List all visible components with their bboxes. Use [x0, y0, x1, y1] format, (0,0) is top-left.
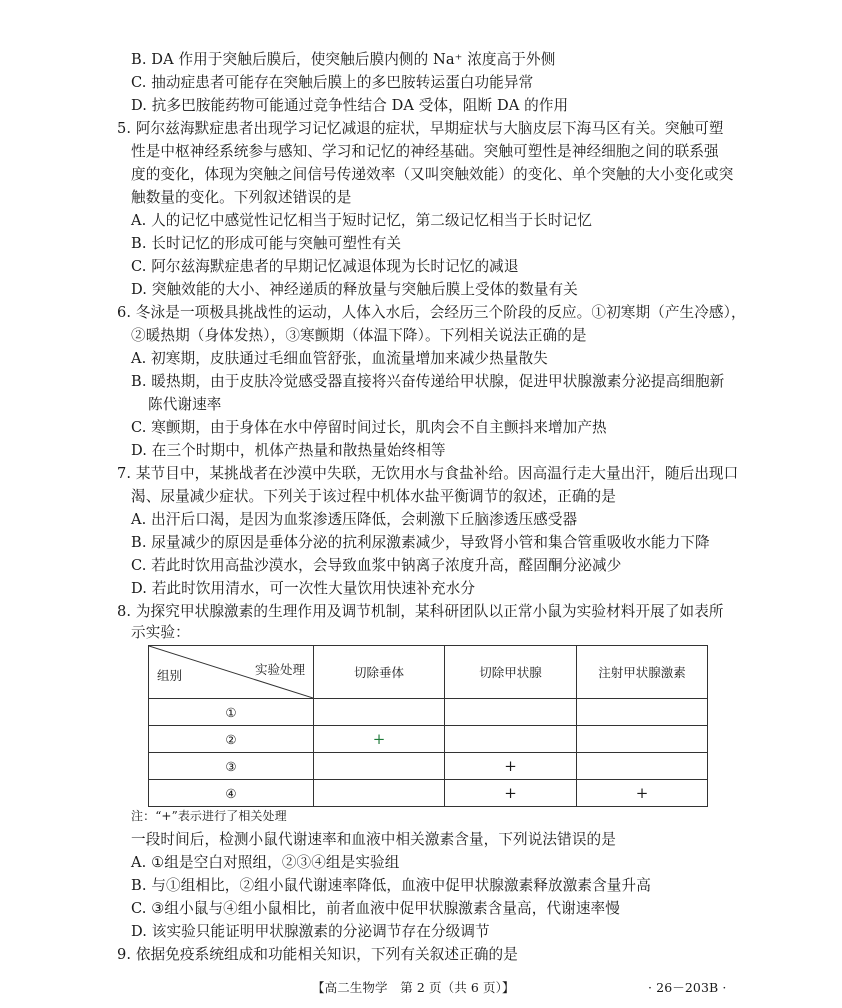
table-note: 注：“+”表示进行了相关处理 — [131, 809, 287, 823]
question-5-stem-line-2: 性是中枢神经系统参与感知、学习和记忆的神经基础。突触可塑性是神经细胞之间的联系强 — [131, 143, 719, 160]
option-8c: C. ③组小鼠与④组小鼠相比，前者血液中促甲状腺激素含量高，代谢速率慢 — [131, 900, 620, 917]
option-7d: D. 若此时饮用清水，可一次性大量饮用快速补充水分 — [131, 580, 476, 597]
option-7a: A. 出汗后口渴，是因为血浆渗透压降低，会刺激下丘脑渗透压感受器 — [131, 511, 578, 528]
question-8-stem-line-1: 8. 为探究甲状腺激素的生理作用及调节机制，某科研团队以正常小鼠为实验材料开展了如表所 — [117, 603, 724, 620]
question-5-stem-line-3: 度的变化，体现为突触之间信号传递效率（又叫突触效能）的变化、单个突触的大小变化或突 — [131, 166, 734, 183]
table-row — [149, 753, 708, 780]
table-cell — [314, 753, 445, 780]
question-9-stem: 9. 依据免疫系统组成和功能相关知识，下列有关叙述正确的是 — [117, 946, 518, 963]
option-4c: C. 抽动症患者可能存在突触后膜上的多巴胺转运蛋白功能异常 — [131, 74, 534, 91]
group-label: ④ — [149, 780, 314, 807]
table-cell — [314, 780, 445, 807]
option-8a: A. ①组是空白对照组，②③④组是实验组 — [131, 854, 400, 871]
table-header-row — [149, 646, 708, 699]
corner-label-treatment: 实验处理 — [254, 662, 305, 677]
table-cell — [314, 699, 445, 726]
page-footer-label: 【高二生物学 第 2 页（共 6 页）】 — [312, 980, 515, 995]
question-5-stem-line-4: 触数量的变化。下列叙述错误的是 — [131, 189, 352, 206]
option-7b: B. 尿量减少的原因是垂体分泌的抗利尿激素减少，导致肾小管和集合管重吸收水能力下降 — [131, 534, 710, 551]
page-footer-code: · 26－203B · — [648, 980, 727, 995]
group-label: ③ — [149, 753, 314, 780]
table-cell: + — [314, 726, 445, 753]
experiment-table — [148, 645, 708, 807]
table-cell — [445, 699, 577, 726]
option-7c: C. 若此时饮用高盐沙漠水，会导致血浆中钠离子浓度升高，醛固酮分泌减少 — [131, 557, 622, 574]
option-6b-line-2: 陈代谢速率 — [148, 396, 222, 413]
option-6a: A. 初寒期，皮肤通过毛细血管舒张，血流量增加来减少热量散失 — [131, 350, 548, 367]
group-label: ① — [149, 699, 314, 726]
option-5a: A. 人的记忆中感觉性记忆相当于短时记忆，第二级记忆相当于长时记忆 — [131, 212, 592, 229]
question-6-stem-line-2: ②暖热期（身体发热），③寒颤期（体温下降）。下列相关说法正确的是 — [131, 327, 587, 344]
table-cell — [577, 699, 708, 726]
question-7-stem-line-2: 渴、尿量减少症状。下列关于该过程中机体水盐平衡调节的叙述，正确的是 — [131, 488, 616, 505]
option-8b: B. 与①组相比，②组小鼠代谢速率降低，血液中促甲状腺激素释放激素含量升高 — [131, 877, 651, 894]
question-8-stem-line-2: 示实验： — [131, 624, 190, 641]
table-cell: + — [445, 780, 577, 807]
corner-label-group: 组别 — [157, 668, 183, 683]
table-cell — [577, 753, 708, 780]
table-cell — [577, 726, 708, 753]
column-header-inject-thyroid-hormone: 注射甲状腺激素 — [577, 646, 708, 699]
column-header-remove-pituitary: 切除垂体 — [314, 646, 445, 699]
question-8-stem-line-3: 一段时间后，检测小鼠代谢速率和血液中相关激素含量，下列说法错误的是 — [131, 831, 616, 848]
column-header-remove-thyroid: 切除甲状腺 — [445, 646, 577, 699]
table-corner-cell — [149, 646, 314, 699]
table-cell: + — [577, 780, 708, 807]
question-7-stem-line-1: 7. 某节目中，某挑战者在沙漠中失联，无饮用水与食盐补给。因高温行走大量出汗，随后出现口 — [117, 465, 739, 482]
group-label: ② — [149, 726, 314, 753]
option-6c: C. 寒颤期，由于身体在水中停留时间过长，肌肉会不自主颤抖来增加产热 — [131, 419, 607, 436]
option-6b-line-1: B. 暖热期，由于皮肤冷觉感受器直接将兴奋传递给甲状腺，促进甲状腺激素分泌提高细胞新 — [131, 373, 725, 390]
table-cell — [445, 726, 577, 753]
table-row — [149, 726, 708, 753]
question-6-stem-line-1: 6. 冬泳是一项极具挑战性的运动，人体入水后，会经历三个阶段的反应。①初寒期（产生冷感）， — [117, 304, 746, 321]
option-5c: C. 阿尔兹海默症患者的早期记忆减退体现为长时记忆的减退 — [131, 258, 519, 275]
option-5d: D. 突触效能的大小、神经递质的释放量与突触后膜上受体的数量有关 — [131, 281, 578, 298]
option-8d: D. 该实验只能证明甲状腺激素的分泌调节存在分级调节 — [131, 923, 490, 940]
question-5-stem-line-1: 5. 阿尔兹海默症患者出现学习记忆减退的症状，早期症状与大脑皮层下海马区有关。突触可塑 — [117, 120, 724, 137]
option-4d: D. 抗多巴胺能药物可能通过竞争性结合 DA 受体，阻断 DA 的作用 — [131, 97, 569, 114]
option-6d: D. 在三个时期中，机体产热量和散热量始终相等 — [131, 442, 446, 459]
table-cell: + — [445, 753, 577, 780]
option-4b: B. DA 作用于突触后膜后，使突触后膜内侧的 Na⁺ 浓度高于外侧 — [131, 51, 556, 68]
option-5b: B. 长时记忆的形成可能与突触可塑性有关 — [131, 235, 402, 252]
table-row — [149, 699, 708, 726]
table-row — [149, 780, 708, 807]
